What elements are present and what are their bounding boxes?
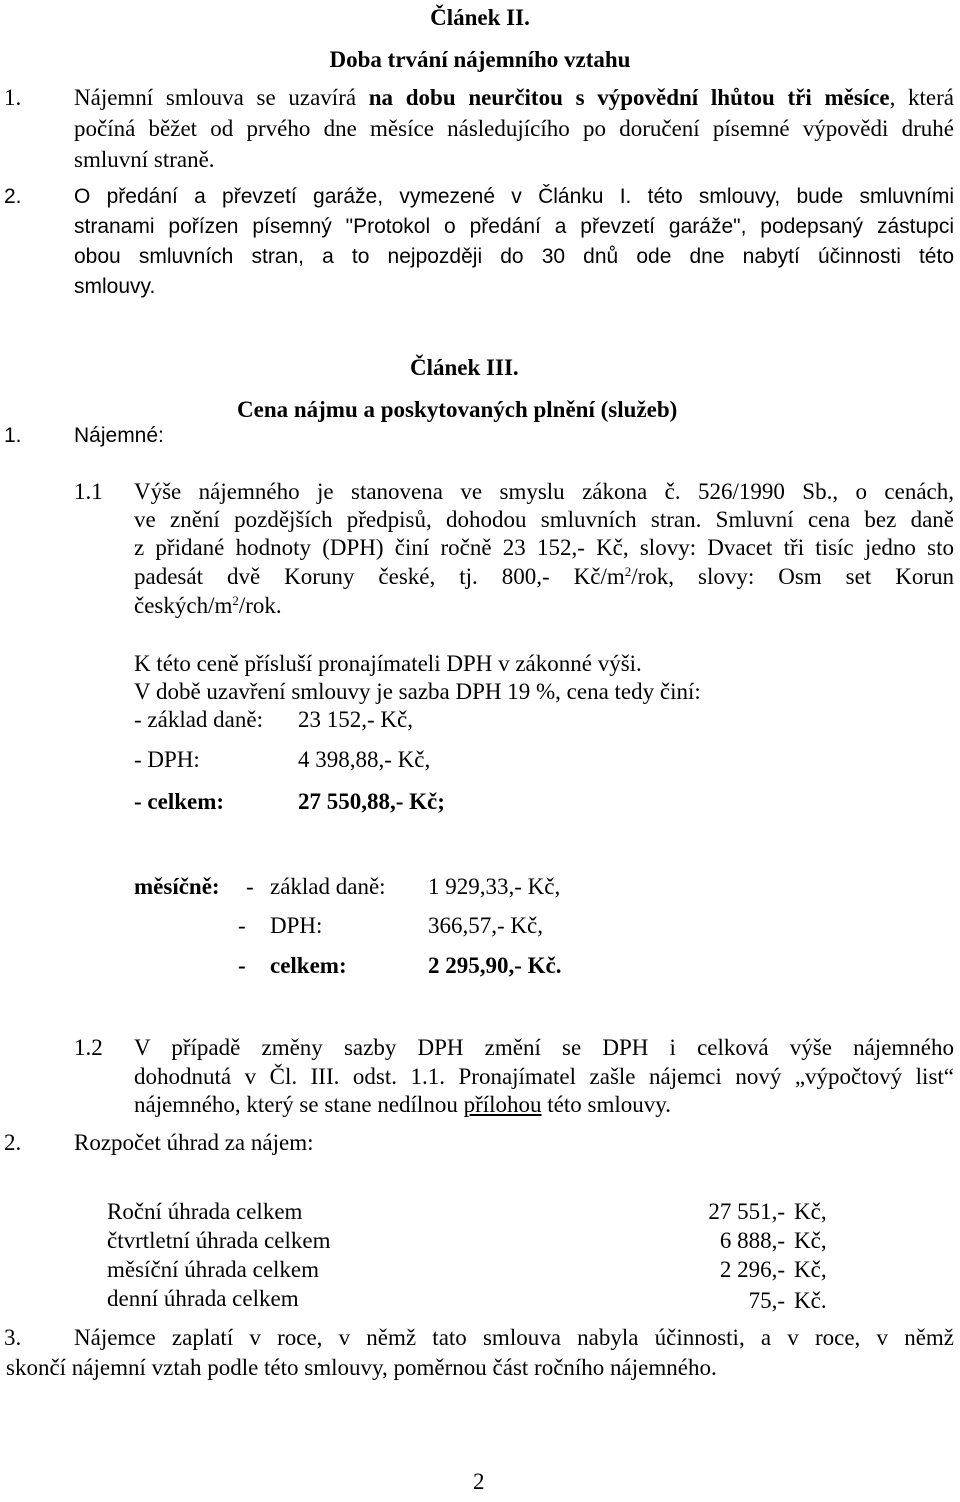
budget-row-amount: 27 551,- — [708, 1199, 785, 1224]
budget-row-currency: Kč, — [794, 1199, 827, 1224]
item-number: 1. — [4, 424, 22, 447]
item-1-1-line-4: padesát dvě Koruny české, tj. 800,- $Kč/m^2$/rok, slovy: Osm set Korun — [134, 564, 954, 589]
article-2-heading: Článek II. — [430, 5, 530, 30]
budget-row-amount: 75,- — [748, 1288, 785, 1313]
budget-row-label: měsíční úhrada celkem — [107, 1257, 320, 1282]
dph-row-value: 4 398,88,- Kč, — [298, 747, 431, 772]
item-3-line-1: Nájemce zaplatí v roce, v němž tato smlouva nabyla účinnosti, a v roce, v němž — [74, 1325, 954, 1350]
article-2-para-2-line-2: stranami pořízen písemný "Protokol o předání a převzetí garáže", podepsaný zástupci — [74, 215, 954, 238]
item-number: 1.2 — [74, 1035, 103, 1060]
article-3-title: Cena nájmu a poskytovaných plnění (služeb) — [237, 397, 678, 422]
budget-row-label: čtvrtletní úhrada celkem — [107, 1228, 331, 1253]
budget-row-currency: Kč. — [794, 1288, 827, 1313]
budget-row-currency: Kč, — [794, 1257, 827, 1282]
item-3-line-2: skončí nájemní vztah podle této smlouvy, poměrnou část ročního nájemného. — [6, 1355, 717, 1380]
monthly-row-dash: - — [246, 874, 254, 899]
paragraph-number: 1. — [4, 85, 22, 110]
monthly-row-value: 2 295,90,- Kč. — [428, 953, 562, 978]
monthly-row-value: 366,57,- Kč, — [428, 913, 543, 938]
article-2-para-1-line-1: Nájemní smlouva se uzavírá na dobu neurčitou s výpovědní lhůtou tři měsíce, která — [74, 85, 955, 110]
budget-row-amount: 6 888,- — [719, 1228, 785, 1253]
article-2-para-1-line-2: počíná běžet od prvého dne měsíce následujícího po doručení písemné výpovědi druhé — [74, 116, 954, 141]
budget-row-label: denní úhrada celkem — [107, 1286, 299, 1311]
monthly-row-value: 1 929,33,- Kč, — [428, 874, 561, 899]
monthly-prefix: měsíčně: — [134, 874, 220, 899]
dph-note-line-1: K této ceně přísluší pronajímateli DPH v zákonné výši. — [134, 651, 642, 676]
article-2-para-2-line-1: O předání a převzetí garáže, vymezené v Článku I. této smlouvy, bude smluvními — [74, 185, 954, 208]
dph-note-line-2: V době uzavření smlouvy je sazba DPH 19 %, cena tedy činí: — [134, 679, 701, 704]
budget-row-currency: Kč, — [794, 1228, 827, 1253]
item-1-1-line-3: z přidané hodnoty (DPH) činí ročně 23 152,- Kč, slovy: Dvacet tři tisíc jedno sto — [134, 535, 954, 560]
item-number: 2. — [4, 1130, 22, 1155]
monthly-row-label: DPH: — [270, 913, 323, 938]
article-2-para-2-line-3: obou smluvních stran, a to nejpozději do 30 dnů ode dne nabytí účinnosti této — [74, 245, 954, 268]
paragraph-number: 2. — [4, 185, 22, 208]
budget-row-label: Roční úhrada celkem — [107, 1199, 303, 1224]
item-1-2-line-2: dohodnutá v Čl. III. odst. 1.1. Pronajímatel zašle nájemci nový „výpočtový list“ — [134, 1064, 954, 1089]
dph-row-label: - základ daně: — [134, 707, 263, 732]
article-3-heading: Článek III. — [410, 355, 519, 380]
item-1-1-line-1: Výše nájemného je stanovena ve smyslu zákona č. 526/1990 Sb., o cenách, — [134, 479, 954, 504]
article-2-para-2-line-4: smlouvy. — [74, 275, 156, 298]
monthly-row-dash: - — [238, 953, 246, 978]
item-number: 3. — [4, 1325, 22, 1350]
budget-row-amount: 2 296,- — [719, 1257, 785, 1282]
page-number: 2 — [473, 1469, 485, 1494]
dph-row-value: 27 550,88,- Kč; — [298, 789, 445, 814]
item-1-2-line-1: V případě změny sazby DPH změní se DPH i celková výše nájemného — [134, 1035, 954, 1060]
item-1-1-line-5: českých/$m^2$/rok. — [134, 593, 282, 618]
item-2-label: Rozpočet úhrad za nájem: — [74, 1130, 314, 1155]
article-2-para-1-line-3: smluvní straně. — [74, 147, 215, 172]
item-1-label: Nájemné: — [74, 424, 164, 447]
item-1-1-line-2: ve znění pozdějších předpisů, dohodou smluvních stran. Smluvní cena bez daně — [134, 507, 954, 532]
article-2-title: Doba trvání nájemního vztahu — [329, 47, 631, 72]
monthly-row-label: celkem: — [270, 953, 347, 978]
monthly-row-label: základ daně: — [270, 874, 386, 899]
dph-row-value: 23 152,- Kč, — [298, 707, 413, 732]
dph-row-label: - celkem: — [134, 789, 225, 814]
item-number: 1.1 — [74, 479, 103, 504]
item-1-2-line-3: nájemného, který se stane nedílnou přílohou této smlouvy. — [134, 1092, 672, 1117]
monthly-row-dash: - — [238, 913, 246, 938]
priloha-link: přílohou — [463, 1092, 542, 1117]
dph-row-label: - DPH: — [134, 747, 200, 772]
